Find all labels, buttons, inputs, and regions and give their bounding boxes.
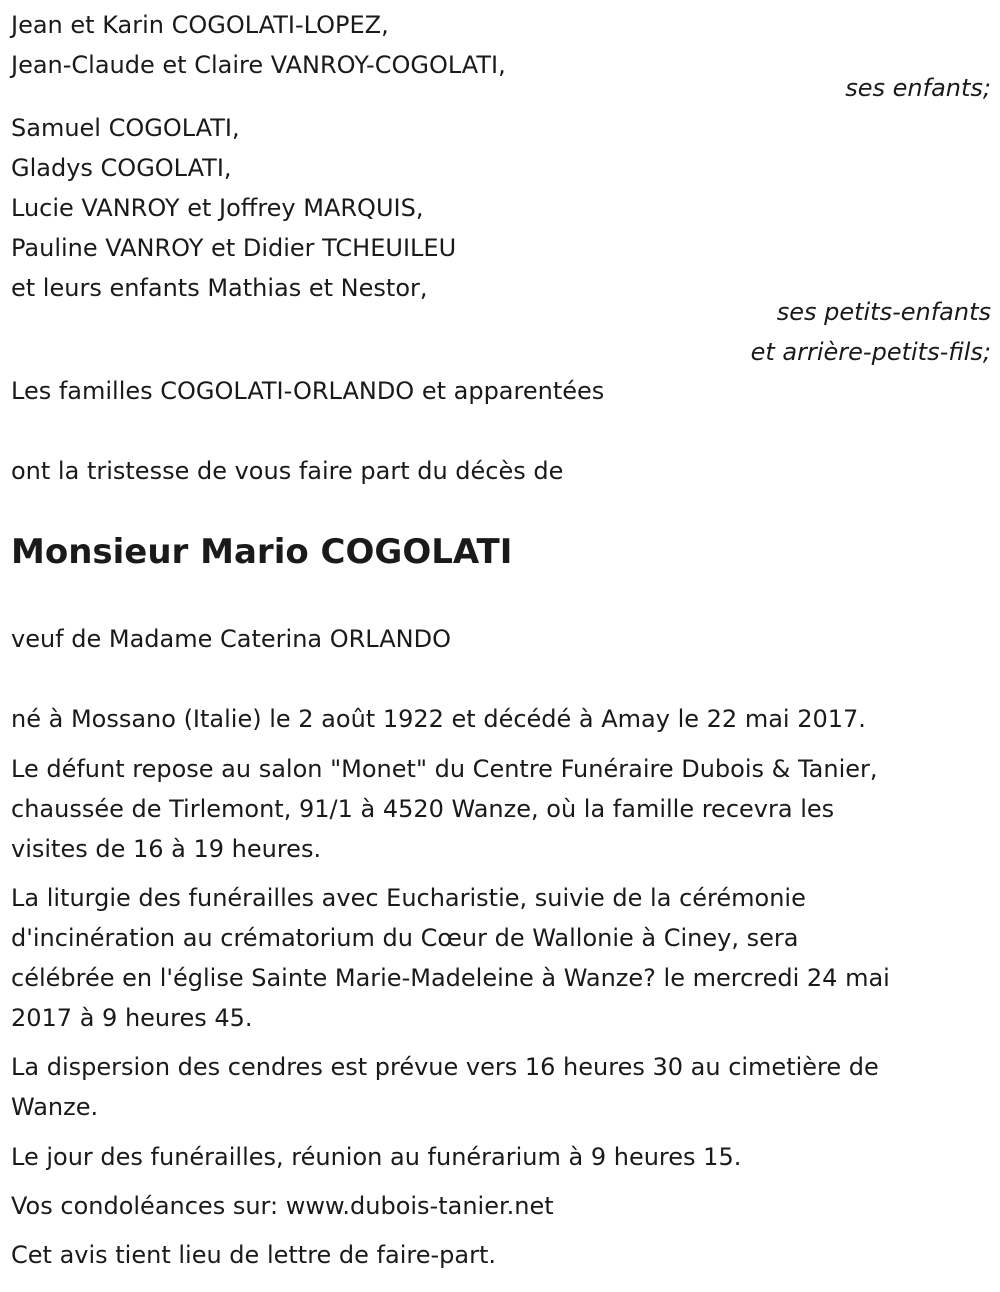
dispersion-line-2: Wanze. <box>11 1093 99 1121</box>
grandchildren-role-2: et arrière-petits-fils; <box>750 338 991 366</box>
closing-line: Cet avis tient lieu de lettre de faire-part. <box>11 1241 496 1269</box>
families-line: Les familles COGOLATI-ORLANDO et apparentées <box>11 377 605 405</box>
meeting-line: Le jour des funérailles, réunion au funérarium à 9 heures 15. <box>11 1143 742 1171</box>
grandchild-line-2: Gladys COGOLATI, <box>11 154 232 182</box>
children-role: ses enfants; <box>845 74 991 102</box>
grandchild-line-5: et leurs enfants Mathias et Nestor, <box>11 274 428 302</box>
birth-death-line: né à Mossano (Italie) le 2 août 1922 et décédé à Amay le 22 mai 2017. <box>11 705 866 733</box>
grandchild-line-4: Pauline VANROY et Didier TCHEUILEU <box>11 234 457 262</box>
liturgy-line-1: La liturgie des funérailles avec Eucharistie, suivie de la cérémonie <box>11 884 806 912</box>
liturgy-line-3: célébrée en l'église Sainte Marie-Madeleine à Wanze? le mercredi 24 mai <box>11 964 890 992</box>
rest-line-2: chaussée de Tirlemont, 91/1 à 4520 Wanze, où la famille recevra les <box>11 795 835 823</box>
child-line-1: Jean et Karin COGOLATI-LOPEZ, <box>11 11 389 39</box>
widower-line: veuf de Madame Caterina ORLANDO <box>11 625 451 653</box>
grandchild-line-1: Samuel COGOLATI, <box>11 114 240 142</box>
grandchildren-role-1: ses petits-enfants <box>776 298 991 326</box>
grandchild-line-3: Lucie VANROY et Joffrey MARQUIS, <box>11 194 424 222</box>
condolences-line: Vos condoléances sur: www.dubois-tanier.net <box>11 1192 554 1220</box>
dispersion-line-1: La dispersion des cendres est prévue vers 16 heures 30 au cimetière de <box>11 1053 879 1081</box>
rest-line-3: visites de 16 à 19 heures. <box>11 835 322 863</box>
rest-line-1: Le défunt repose au salon "Monet" du Centre Funéraire Dubois & Tanier, <box>11 755 878 783</box>
announcement-line: ont la tristesse de vous faire part du décès de <box>11 457 564 485</box>
liturgy-line-4: 2017 à 9 heures 45. <box>11 1004 253 1032</box>
child-line-2: Jean-Claude et Claire VANROY-COGOLATI, <box>11 51 506 79</box>
deceased-name: Monsieur Mario COGOLATI <box>11 532 513 572</box>
liturgy-line-2: d'incinération au crématorium du Cœur de Wallonie à Ciney, sera <box>11 924 799 952</box>
